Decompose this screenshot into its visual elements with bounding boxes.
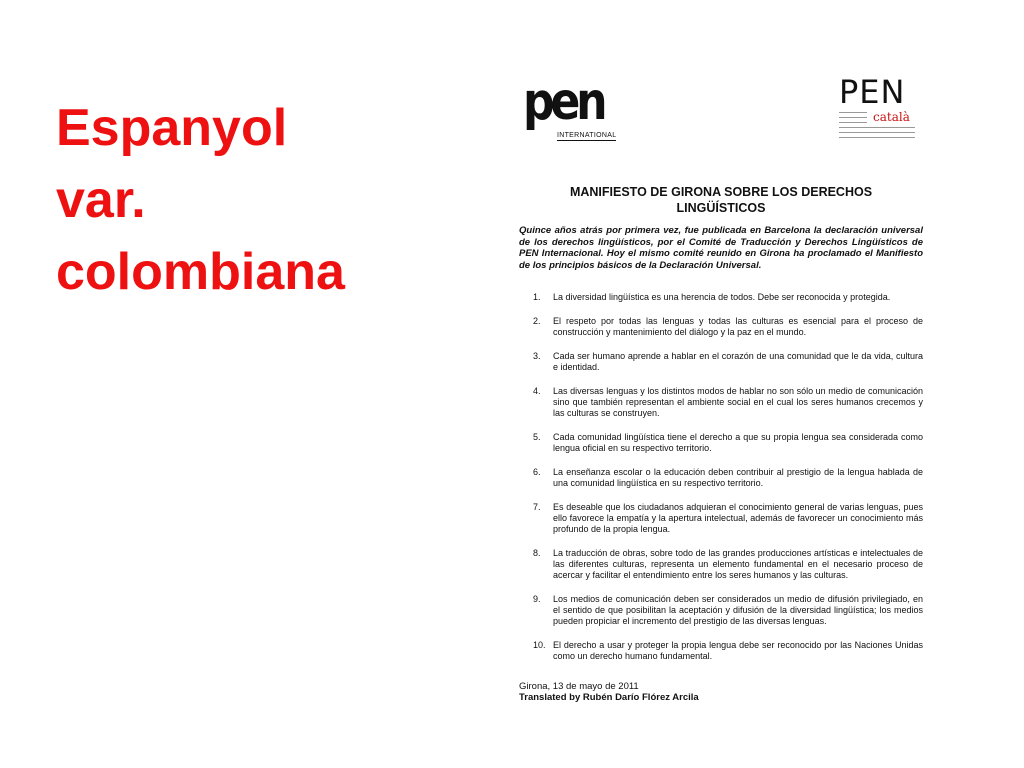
list-item-text: La traducción de obras, sobre todo de las grandes producciones artísticas e intelectuales de las diferentes culturas, representa un elemento fundamental en el necesario proceso de acercar y facilitar el entendimiento entre los seres humanos y las culturas. bbox=[553, 548, 923, 580]
list-item-text: Cada comunidad lingüística tiene el derecho a que su propia lengua sea considerada como lengua oficial en su respectivo territorio. bbox=[553, 432, 923, 453]
list-item-text: Las diversas lenguas y los distintos modos de hablar no son sólo un medio de comunicación sino que también representan el ambiente social en el cual los seres humanos crecemos y las culturas se construyen. bbox=[553, 386, 923, 418]
list-item bbox=[533, 386, 923, 419]
list-item bbox=[533, 351, 923, 373]
pen-catala-logo-sub: català bbox=[873, 110, 910, 124]
list-item-text: Cada ser humano aprende a hablar en el corazón de una comunidad que le da vida, cultura e identidad. bbox=[553, 351, 923, 372]
list-item-number: 6. bbox=[533, 467, 541, 477]
list-item bbox=[533, 594, 923, 627]
pen-catala-logo-word: PEN bbox=[839, 73, 906, 111]
document-intro: Quince años atrás por primera vez, fue publicada en Barcelona la declaración universal de los derechos lingüísticos, por el Comité de Traducción y Derechos Lingüísticos de PEN Internacional. Hoy el mismo comité reunido en Girona ha proclamado el Manifiesto de los principios básicos de la Declaración Universal. bbox=[519, 225, 923, 271]
list-item-text: Los medios de comunicación deben ser considerados un medio de difusión privilegiado, en el sentido de que posibilitan la aceptación y difusión de la diversidad lingüística; los medios pueden propiciar el incremento del prestigio de las diversas lenguas. bbox=[553, 594, 923, 626]
list-item-number: 4. bbox=[533, 386, 541, 396]
document-title bbox=[515, 184, 927, 216]
document-title-line2: LINGÜÍSTICOS bbox=[676, 201, 766, 215]
list-item bbox=[533, 502, 923, 535]
pen-international-logo bbox=[523, 72, 617, 144]
list-item bbox=[533, 548, 923, 581]
list-item bbox=[533, 467, 923, 489]
footer-translator: Translated by Rubén Darío Flórez Arcila bbox=[519, 692, 699, 703]
list-item-number: 3. bbox=[533, 351, 541, 361]
list-item-number: 2. bbox=[533, 316, 541, 326]
list-item-text: El derecho a usar y proteger la propia lengua debe ser reconocido por las Naciones Unidas como un derecho humano fundamental. bbox=[553, 640, 923, 661]
document-title-line1: MANIFIESTO DE GIRONA SOBRE LOS DERECHOS bbox=[569, 185, 873, 199]
list-item-number: 8. bbox=[533, 548, 541, 558]
principles-list bbox=[533, 292, 923, 675]
list-item-text: La enseñanza escolar o la educación deben contribuir al prestigio de la lengua hablada de una comunidad lingüística en su respectivo territorio. bbox=[553, 467, 923, 488]
footer-date: Girona, 13 de mayo de 2011 bbox=[519, 681, 639, 692]
pen-international-logo-sub: INTERNATIONAL bbox=[557, 132, 617, 139]
slide-title: Espanyol var. colombiana bbox=[56, 99, 345, 301]
list-item-number: 7. bbox=[533, 502, 541, 512]
list-item bbox=[533, 292, 923, 303]
pen-international-logo-word: pen bbox=[523, 72, 604, 132]
pen-catala-logo bbox=[839, 73, 929, 146]
list-item bbox=[533, 432, 923, 454]
list-item-text: Es deseable que los ciudadanos adquieran el conocimiento general de varias lenguas, pues ello favorece la empatía y la apertura intelectual, además de favorecer un conocimiento más profundo de la propia lengua. bbox=[553, 502, 923, 534]
list-item-text: La diversidad lingüística es una herencia de todos. Debe ser reconocida y protegida. bbox=[553, 292, 891, 302]
list-item bbox=[533, 316, 923, 338]
list-item-number: 9. bbox=[533, 594, 541, 604]
list-item-number: 5. bbox=[533, 432, 541, 442]
list-item-number: 10. bbox=[533, 640, 546, 650]
list-item bbox=[533, 640, 923, 662]
document-footer bbox=[519, 681, 699, 703]
list-item-number: 1. bbox=[533, 292, 541, 302]
manifesto-document bbox=[515, 70, 927, 710]
list-item-text: El respeto por todas las lenguas y todas las culturas es esencial para el proceso de construcción y mantenimiento del diálogo y la paz en el mundo. bbox=[553, 316, 923, 337]
